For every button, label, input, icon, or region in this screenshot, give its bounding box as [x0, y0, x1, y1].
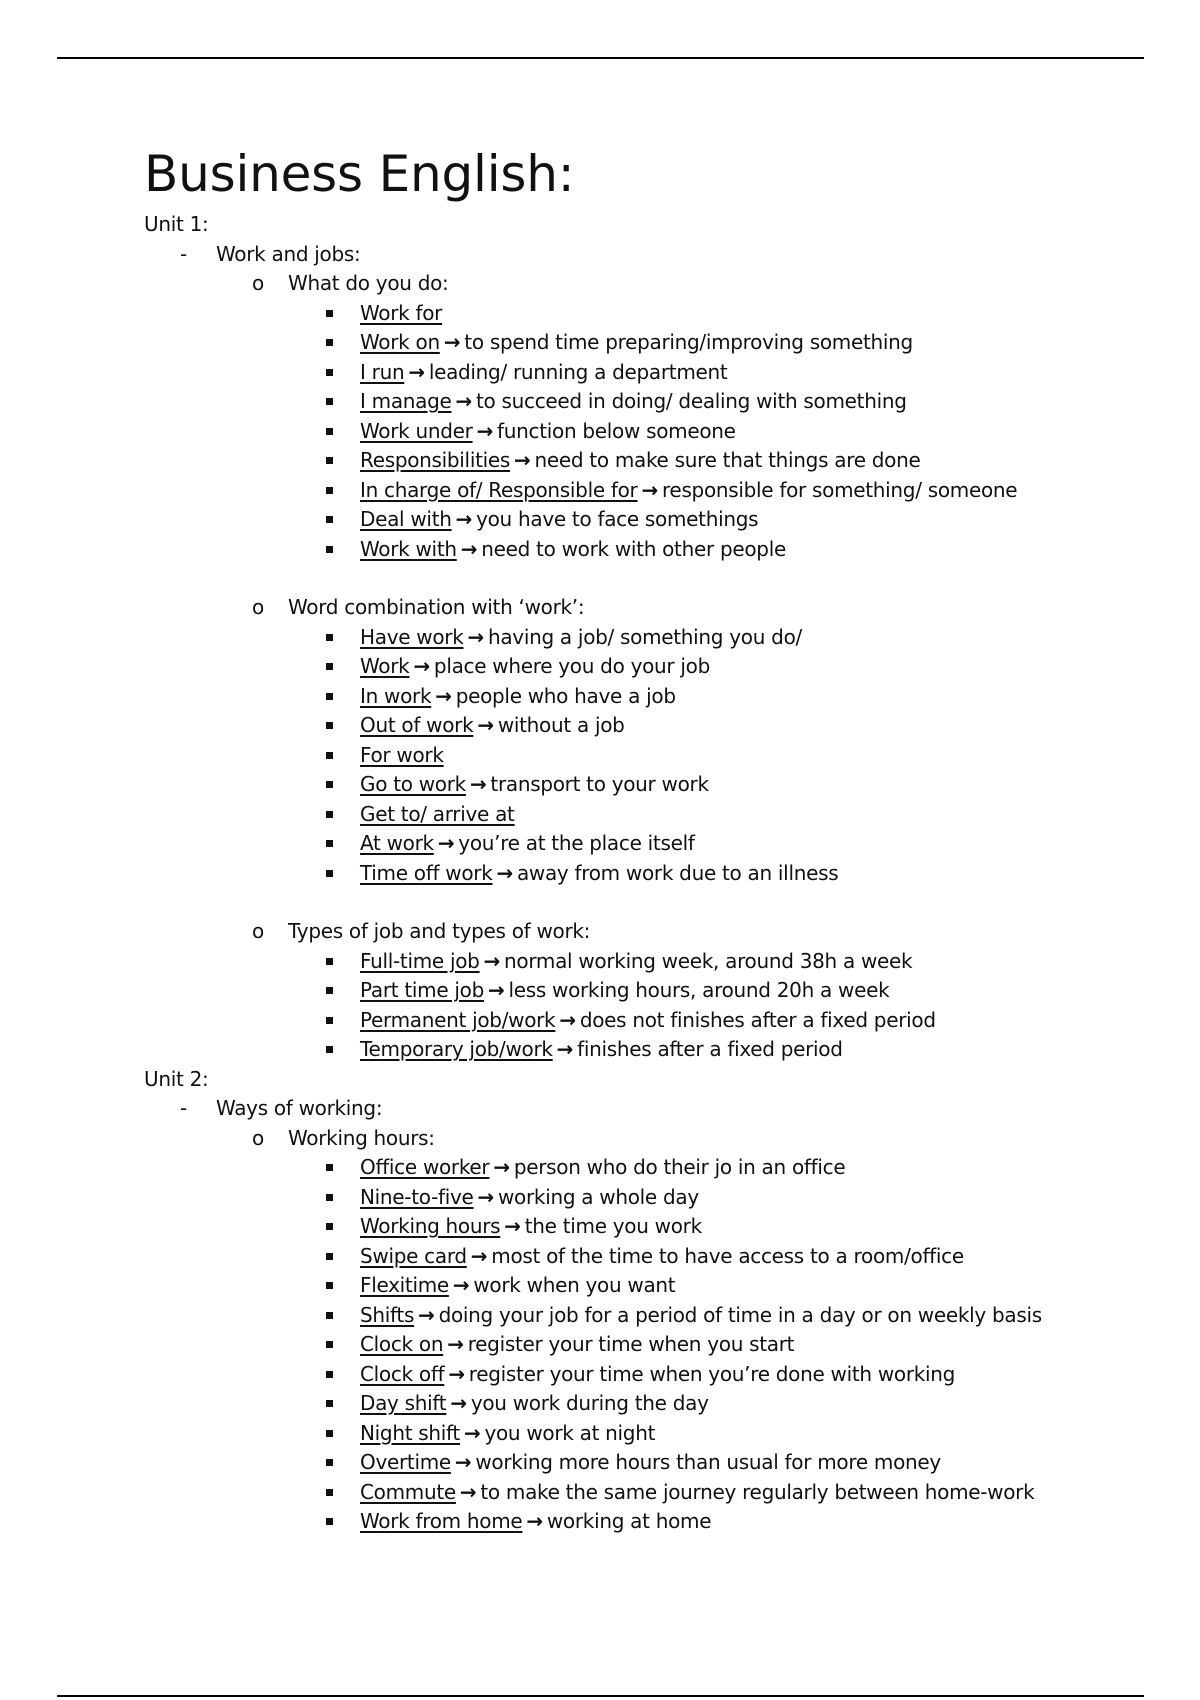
- square-bullet-icon: [326, 1194, 333, 1201]
- definition-text: transport to your work: [490, 772, 709, 796]
- definition-text: the time you work: [524, 1214, 702, 1238]
- square-bullet-icon: [326, 840, 333, 847]
- square-bullet-icon: [326, 516, 333, 523]
- definition-text: you have to face somethings: [476, 507, 759, 531]
- section-spacer: [144, 888, 1104, 917]
- definition-text: you work at night: [484, 1420, 656, 1445]
- term-text: Get to/ arrive at: [360, 801, 515, 826]
- arrow-icon: →: [454, 1450, 472, 1474]
- term-text: Clock off: [360, 1361, 445, 1386]
- section-heading: [144, 917, 1104, 947]
- definition-text: to spend time preparing/improving something: [464, 330, 913, 354]
- term-text: Work under: [360, 418, 473, 443]
- definition-text: need to work with other people: [481, 536, 786, 561]
- square-bullet-icon: [326, 1017, 333, 1024]
- definition-text: normal working week, around 38h a week: [504, 948, 913, 973]
- definition-text: having a job/ something you do/: [487, 624, 802, 649]
- arrow-icon: →: [476, 418, 494, 443]
- definition-text: place where you do your job: [433, 654, 710, 678]
- list-item: [144, 1478, 1104, 1508]
- document-title: Business English:: [144, 145, 575, 203]
- list-item: [144, 976, 1104, 1006]
- list-item: [144, 1035, 1104, 1065]
- definition-text: away from work due to an illness: [516, 860, 839, 885]
- definition-text: register your time when you’re done with working: [468, 1361, 956, 1386]
- term-text: Flexitime: [360, 1273, 449, 1297]
- arrow-icon: →: [641, 477, 658, 502]
- section-label: Types of job and types of work:: [288, 919, 591, 943]
- arrow-icon: →: [483, 948, 501, 973]
- term-text: Day shift: [360, 1391, 447, 1415]
- definition-text: working at home: [546, 1509, 712, 1533]
- section-label: Word combination with ‘work’:: [288, 595, 585, 619]
- arrow-icon: →: [556, 1037, 574, 1061]
- list-item: [144, 1301, 1104, 1331]
- square-bullet-icon: [326, 1164, 333, 1171]
- list-item: [144, 741, 1104, 771]
- square-bullet-icon: [326, 870, 333, 877]
- list-item: [144, 682, 1104, 712]
- list-item: [144, 1212, 1104, 1242]
- section-label: Working hours:: [288, 1125, 435, 1150]
- arrow-icon: →: [408, 359, 425, 384]
- term-text: Permanent job/work: [360, 1007, 556, 1032]
- list-item: [144, 859, 1104, 889]
- definition-text: work when you want: [473, 1273, 676, 1297]
- square-bullet-icon: [326, 1282, 333, 1289]
- arrow-icon: →: [559, 1007, 576, 1032]
- square-bullet-icon: [326, 693, 333, 700]
- definition-text: doing your job for a period of time in a day or on weekly basis: [438, 1302, 1042, 1327]
- square-bullet-icon: [326, 1459, 333, 1466]
- term-text: Responsibilities: [360, 448, 510, 472]
- square-bullet-icon: [326, 369, 333, 376]
- list-item: [144, 535, 1104, 565]
- square-bullet-icon: [326, 1223, 333, 1230]
- arrow-icon: →: [443, 330, 461, 354]
- list-item: [144, 476, 1104, 506]
- arrow-icon: →: [447, 1332, 464, 1356]
- definition-text: you’re at the place itself: [458, 831, 695, 855]
- arrow-icon: →: [487, 978, 505, 1002]
- definition-text: working a whole day: [498, 1184, 699, 1209]
- list-item: [144, 1271, 1104, 1301]
- list-item: [144, 829, 1104, 859]
- square-bullet-icon: [326, 987, 333, 994]
- term-text: I run: [360, 359, 405, 384]
- list-item: [144, 446, 1104, 476]
- list-item: [144, 711, 1104, 741]
- term-text: Go to work: [360, 772, 466, 796]
- term-text: Have work: [360, 624, 464, 649]
- term-text: Full-time job: [360, 948, 480, 973]
- list-item: [144, 1330, 1104, 1360]
- section-label: What do you do:: [288, 271, 449, 295]
- circle-bullet: o: [252, 1125, 264, 1150]
- arrow-icon: →: [463, 1420, 481, 1445]
- arrow-icon: →: [470, 1243, 488, 1268]
- arrow-icon: →: [504, 1214, 521, 1238]
- term-text: For work: [360, 742, 444, 767]
- unit-label: Unit 1:: [144, 212, 209, 236]
- term-text: I manage: [360, 389, 452, 413]
- list-item: [144, 623, 1104, 653]
- square-bullet-icon: [326, 310, 333, 317]
- definition-text: without a job: [497, 713, 625, 737]
- square-bullet-icon: [326, 398, 333, 405]
- term-text: Part time job: [360, 978, 484, 1002]
- list-item: [144, 770, 1104, 800]
- list-item: [144, 387, 1104, 417]
- topic-heading: [144, 1094, 1104, 1124]
- definition-text: leading/ running a department: [428, 359, 728, 384]
- definition-text: most of the time to have access to a room/office: [491, 1243, 964, 1268]
- list-item: [144, 358, 1104, 388]
- definition-text: people who have a job: [455, 683, 676, 708]
- dash-bullet: -: [180, 1096, 187, 1120]
- term-text: Overtime: [360, 1450, 451, 1474]
- document-page: [144, 138, 1104, 1537]
- term-text: At work: [360, 831, 434, 855]
- square-bullet-icon: [326, 1400, 333, 1407]
- arrow-icon: →: [496, 860, 513, 885]
- arrow-icon: →: [455, 389, 472, 413]
- topic-label: Work and jobs:: [216, 241, 361, 266]
- arrow-icon: →: [493, 1155, 510, 1179]
- section-heading: [144, 593, 1104, 623]
- definition-text: working more hours than usual for more money: [475, 1450, 941, 1474]
- list-item: [144, 417, 1104, 447]
- list-item: [144, 1360, 1104, 1390]
- arrow-icon: →: [460, 536, 478, 561]
- topic-label: Ways of working:: [216, 1096, 383, 1120]
- square-bullet-icon: [326, 487, 333, 494]
- definition-text: function below someone: [497, 418, 736, 443]
- arrow-icon: →: [450, 1391, 467, 1415]
- term-text: Out of work: [360, 713, 474, 737]
- list-item: [144, 299, 1104, 329]
- term-text: Shifts: [360, 1302, 415, 1327]
- definition-text: need to make sure that things are done: [534, 448, 921, 472]
- term-text: Work from home: [360, 1509, 523, 1533]
- list-item: [144, 1507, 1104, 1537]
- footer-rule: [57, 1695, 1144, 1697]
- square-bullet-icon: [326, 811, 333, 818]
- term-text: Office worker: [360, 1155, 490, 1179]
- definition-text: register your time when you start: [467, 1332, 795, 1356]
- square-bullet-icon: [326, 722, 333, 729]
- term-text: Swipe card: [360, 1243, 467, 1268]
- term-text: Work: [360, 654, 410, 678]
- definition-text: finishes after a fixed period: [577, 1037, 843, 1061]
- definition-text: less working hours, around 20h a week: [508, 978, 890, 1002]
- list-item: [144, 947, 1104, 977]
- section-spacer: [144, 564, 1104, 593]
- term-text: Work with: [360, 536, 457, 561]
- circle-bullet: o: [252, 271, 264, 295]
- definition-text: responsible for something/ someone: [661, 477, 1018, 502]
- list-item: [144, 1153, 1104, 1183]
- term-text: In charge of/ Responsible for: [360, 477, 638, 502]
- term-text: In work: [360, 683, 432, 708]
- list-item: [144, 1419, 1104, 1449]
- square-bullet-icon: [326, 1046, 333, 1053]
- list-item: [144, 505, 1104, 535]
- term-text: Clock on: [360, 1332, 444, 1356]
- section-heading: [144, 1124, 1104, 1154]
- arrow-icon: →: [452, 1273, 470, 1297]
- square-bullet-icon: [326, 634, 333, 641]
- arrow-icon: →: [437, 831, 455, 855]
- dash-bullet: -: [180, 241, 187, 266]
- arrow-icon: →: [459, 1479, 477, 1504]
- arrow-icon: →: [448, 1361, 465, 1386]
- square-bullet-icon: [326, 752, 333, 759]
- list-item: [144, 1389, 1104, 1419]
- definition-text: person who do their jo in an office: [513, 1155, 846, 1179]
- arrow-icon: →: [418, 1302, 435, 1327]
- arrow-icon: →: [477, 1184, 494, 1209]
- square-bullet-icon: [326, 1489, 333, 1496]
- list-item: [144, 1242, 1104, 1272]
- list-item: [144, 1006, 1104, 1036]
- term-text: Night shift: [360, 1420, 460, 1445]
- square-bullet-icon: [326, 1371, 333, 1378]
- list-item: [144, 1183, 1104, 1213]
- arrow-icon: →: [469, 772, 487, 796]
- circle-bullet: o: [252, 595, 264, 619]
- term-text: Working hours: [360, 1214, 501, 1238]
- arrow-icon: →: [526, 1509, 543, 1533]
- document-body: [144, 210, 1104, 1537]
- circle-bullet: o: [252, 919, 264, 943]
- list-item: [144, 328, 1104, 358]
- square-bullet-icon: [326, 1312, 333, 1319]
- definition-text: does not finishes after a fixed period: [579, 1007, 936, 1032]
- header-rule: [57, 57, 1144, 59]
- term-text: Temporary job/work: [360, 1037, 553, 1061]
- square-bullet-icon: [326, 546, 333, 553]
- term-text: Commute: [360, 1479, 456, 1504]
- unit-label: Unit 2:: [144, 1066, 209, 1091]
- arrow-icon: →: [435, 683, 452, 708]
- definition-text: you work during the day: [470, 1391, 709, 1415]
- square-bullet-icon: [326, 663, 333, 670]
- term-text: Work on: [360, 330, 440, 354]
- list-item: [144, 800, 1104, 830]
- square-bullet-icon: [326, 457, 333, 464]
- arrow-icon: →: [455, 507, 473, 531]
- arrow-icon: →: [477, 713, 494, 737]
- list-item: [144, 652, 1104, 682]
- term-text: Nine-to-five: [360, 1184, 474, 1209]
- term-text: Time off work: [360, 860, 493, 885]
- square-bullet-icon: [326, 1518, 333, 1525]
- term-text: Work for: [360, 300, 443, 325]
- definition-text: to succeed in doing/ dealing with something: [476, 389, 907, 413]
- square-bullet-icon: [326, 339, 333, 346]
- square-bullet-icon: [326, 1253, 333, 1260]
- list-item: [144, 1448, 1104, 1478]
- square-bullet-icon: [326, 781, 333, 788]
- square-bullet-icon: [326, 428, 333, 435]
- square-bullet-icon: [326, 1430, 333, 1437]
- arrow-icon: →: [467, 624, 484, 649]
- arrow-icon: →: [413, 654, 430, 678]
- definition-text: to make the same journey regularly between home-work: [480, 1479, 1035, 1504]
- square-bullet-icon: [326, 958, 333, 965]
- arrow-icon: →: [514, 448, 531, 472]
- term-text: Deal with: [360, 507, 452, 531]
- section-heading: [144, 269, 1104, 299]
- square-bullet-icon: [326, 1341, 333, 1348]
- topic-heading: [144, 240, 1104, 270]
